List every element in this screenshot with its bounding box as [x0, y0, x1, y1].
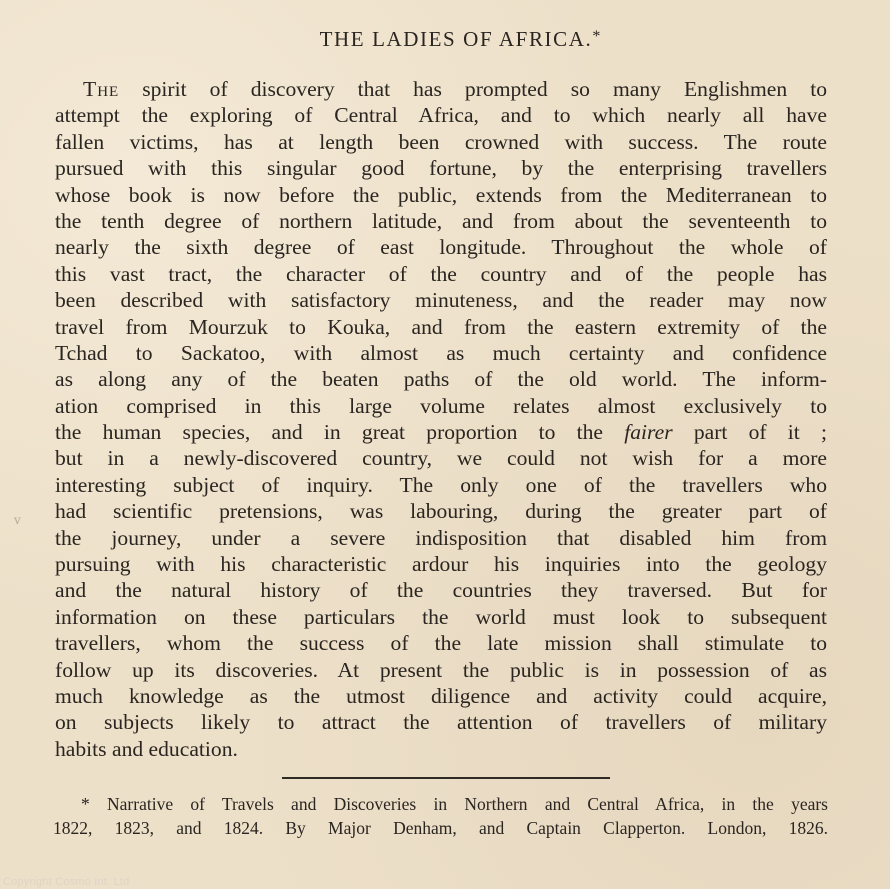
title-text: THE LADIES OF AFRICA. [319, 27, 593, 51]
copyright-watermark: Copyright Cosmo Int. Ltd [3, 876, 130, 888]
footnote-marker: * [592, 28, 601, 45]
body-paragraph [55, 76, 827, 762]
body-line: the journey, under a severe indisposition that disabled him from [55, 525, 827, 550]
body-line: fallen victims, has at length been crowned with success. The route [55, 129, 827, 154]
body-line: pursued with this singular good fortune, by the enterprising travellers [55, 156, 827, 181]
body-line: as along any of the beaten paths of the old world. The inform- [55, 367, 827, 392]
body-line: the tenth degree of northern latitude, and from about the seventeenth to [55, 208, 827, 233]
body-line: travellers, whom the success of the late mission shall stimulate to [55, 631, 827, 656]
body-line: interesting subject of inquiry. The only one of the travellers who [55, 472, 827, 497]
footnote [53, 792, 828, 840]
body-line: attempt the exploring of Central Africa, and to which nearly all have [55, 103, 827, 128]
footnote-line: * Narrative of Travels and Discoveries in Northern and Central Africa, in the years [81, 794, 828, 814]
footnote-line: 1822, 1823, and 1824. By Major Denham, and Captain Clapperton. London, 1826. [53, 818, 828, 838]
body-line: but in a newly-discovered country, we could not wish for a more [55, 446, 827, 471]
footnote-divider [282, 777, 610, 779]
body-line: been described with satisfactory minuteness, and the reader may now [55, 288, 827, 313]
body-line: whose book is now before the public, extends from the Mediterranean to [55, 182, 827, 207]
body-line: travel from Mourzuk to Kouka, and from the eastern extremity of the [55, 314, 827, 339]
body-line: follow up its discoveries. At present the public is in possession of as [55, 657, 827, 682]
body-line: The spirit of discovery that has prompted so many Englishmen to [83, 77, 827, 101]
body-line: the human species, and in great proportion to the fairer part of it ; [55, 420, 828, 445]
body-line: Tchad to Sackatoo, with almost as much certainty and confidence [55, 340, 827, 365]
body-line: nearly the sixth degree of east longitude. Throughout the whole of [55, 235, 827, 260]
page-title [0, 27, 890, 52]
emphasis-fairer: fairer [624, 420, 673, 445]
body-line: information on these particulars the world must look to subsequent [55, 604, 827, 629]
body-line: and the natural history of the countries they traversed. But for [55, 578, 827, 603]
body-line: habits and education. [55, 736, 238, 761]
body-line: had scientific pretensions, was labouring, during the greater part of [55, 499, 827, 524]
body-line: pursuing with his characteristic ardour his inquiries into the geology [55, 552, 827, 577]
lead-word: The [83, 77, 120, 101]
body-line: ation comprised in this large volume relates almost exclusively to [55, 393, 827, 418]
body-line: much knowledge as the utmost diligence and activity could acquire, [55, 683, 827, 708]
body-line: this vast tract, the character of the country and of the people has [55, 261, 827, 286]
margin-mark: v [14, 513, 21, 527]
body-line: on subjects likely to attract the attention of travellers of military [55, 710, 827, 735]
